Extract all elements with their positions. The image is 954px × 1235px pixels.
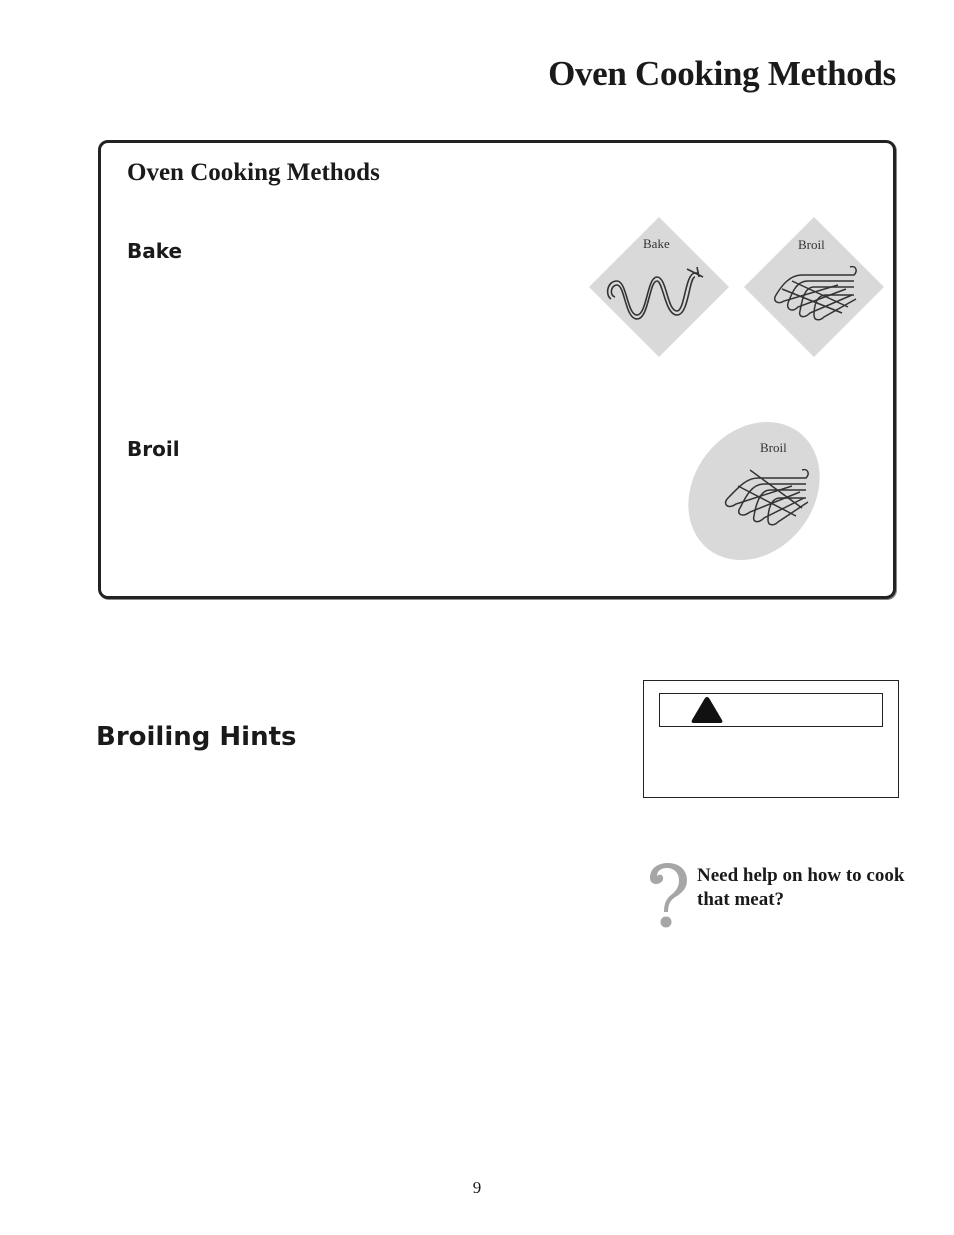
- oval-shape: [684, 420, 834, 570]
- broiling-hints-heading: Broiling Hints: [96, 722, 297, 752]
- question-mark-icon: [646, 862, 690, 930]
- broil-heading: Broil: [127, 437, 180, 461]
- box-heading: Oven Cooking Methods: [127, 159, 380, 186]
- page-title: Oven Cooking Methods: [548, 54, 896, 93]
- bake-heading: Bake: [127, 239, 183, 263]
- broil-element-diagram: [742, 215, 886, 359]
- help-text: Need help on how to cook that meat?: [697, 865, 905, 910]
- warning-triangle-icon: [690, 696, 724, 724]
- caution-banner: [659, 693, 883, 727]
- broil-oval-diagram: [684, 420, 834, 570]
- bake-element-diagram: [587, 215, 731, 359]
- broil-oval-diagram-label: Broil: [760, 440, 787, 455]
- help-callout: [646, 862, 906, 932]
- broil-diagram-label: Broil: [798, 237, 825, 252]
- caution-box: [643, 680, 899, 798]
- oven-cooking-methods-box: [98, 140, 896, 599]
- bake-diagram-label: Bake: [643, 236, 670, 251]
- page-number: 9: [472, 1178, 482, 1197]
